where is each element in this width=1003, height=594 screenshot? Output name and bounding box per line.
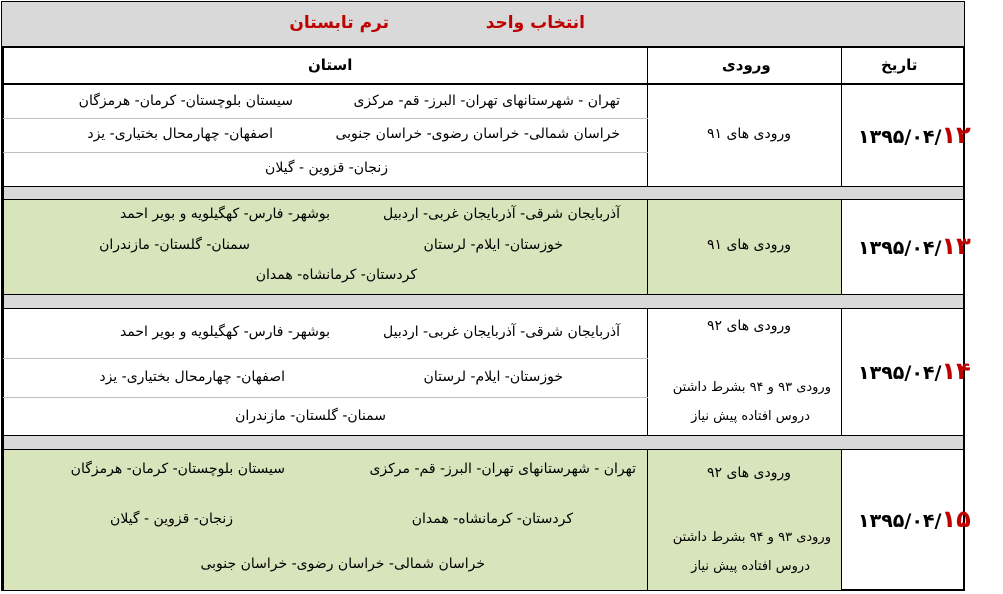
row1-date: ۱۳۹۵/۰۴/۱۲: [858, 121, 971, 149]
title-selection: انتخاب واحد: [485, 13, 585, 33]
row3-province-5: سمنان- گلستان- مازندران: [235, 408, 386, 424]
row4-province-3: کردستان- کرمانشاه- همدان: [411, 511, 573, 527]
row4-province-5: خراسان شمالی- خراسان رضوی- خراسان جنوبی: [200, 556, 485, 572]
row-spacer: [3, 435, 964, 450]
row4-province-2: سیستان بلوچستان- کرمان- هرمزگان: [70, 461, 285, 477]
row1-province-1: تهران - شهرستانهای تهران- البرز- قم- مرکزی: [353, 93, 620, 109]
row3-entry-note1: ورودی ۹۳ و ۹۴ بشرط داشتن: [672, 380, 831, 395]
row2-province-1: آذربایجان شرقی- آذربایجان غربی- اردبیل: [383, 206, 620, 222]
row1-entry: ورودی های ۹۱: [706, 126, 791, 142]
row3-province-2: بوشهر- فارس- کهگیلویه و بویر احمد: [119, 324, 330, 340]
row1-province-5: زنجان- قزوین - گیلان: [265, 160, 388, 176]
row2-entry: ورودی های ۹۱: [706, 237, 791, 253]
row3-province-1: آذربایجان شرقی- آذربایجان غربی- اردبیل: [383, 324, 620, 340]
row4-date: ۱۳۹۵/۰۴/۱۵: [858, 505, 971, 533]
row2-province-4: سمنان- گلستان- مازندران: [99, 237, 250, 253]
header-date: تاریخ: [881, 56, 918, 74]
header-province: استان: [308, 56, 353, 74]
row2-province-5: کردستان- کرمانشاه- همدان: [255, 267, 417, 283]
row1-province-4: اصفهان- چهارمحال بختیاری- یزد: [87, 126, 273, 142]
row2-date: ۱۳۹۵/۰۴/۱۳: [858, 232, 971, 260]
title-bar: [1, 1, 965, 47]
row2-province-2: بوشهر- فارس- کهگیلویه و بویر احمد: [119, 206, 330, 222]
row4-entry-note1: ورودی ۹۳ و ۹۴ بشرط داشتن: [672, 530, 831, 545]
row4-entry: ورودی های ۹۲: [706, 465, 791, 481]
row3-date: ۱۳۹۵/۰۴/۱۴: [858, 357, 971, 385]
header-entry: ورودی: [722, 56, 771, 74]
row3-entry: ورودی های ۹۲: [706, 318, 791, 334]
row2-province-3: خوزستان- ایلام- لرستان: [423, 237, 563, 253]
row4-entry-note2: دروس افتاده پیش نیاز: [691, 559, 810, 574]
row4-province-4: زنجان- قزوین - گیلان: [110, 511, 233, 527]
row4-province-1: تهران - شهرستانهای تهران- البرز- قم- مرکزی: [369, 461, 636, 477]
row1-province-2: سیستان بلوچستان- کرمان- هرمزگان: [78, 93, 293, 109]
row-spacer: [3, 294, 964, 309]
row3-province-3: خوزستان- ایلام- لرستان: [423, 369, 563, 385]
row3-entry-note2: دروس افتاده پیش نیاز: [691, 409, 810, 424]
row1-province-3: خراسان شمالی- خراسان رضوی- خراسان جنوبی: [335, 126, 620, 142]
row3-province-4: اصفهان- چهارمحال بختیاری- یزد: [99, 369, 285, 385]
row-spacer: [3, 186, 964, 200]
title-term: ترم تابستان: [289, 13, 389, 33]
